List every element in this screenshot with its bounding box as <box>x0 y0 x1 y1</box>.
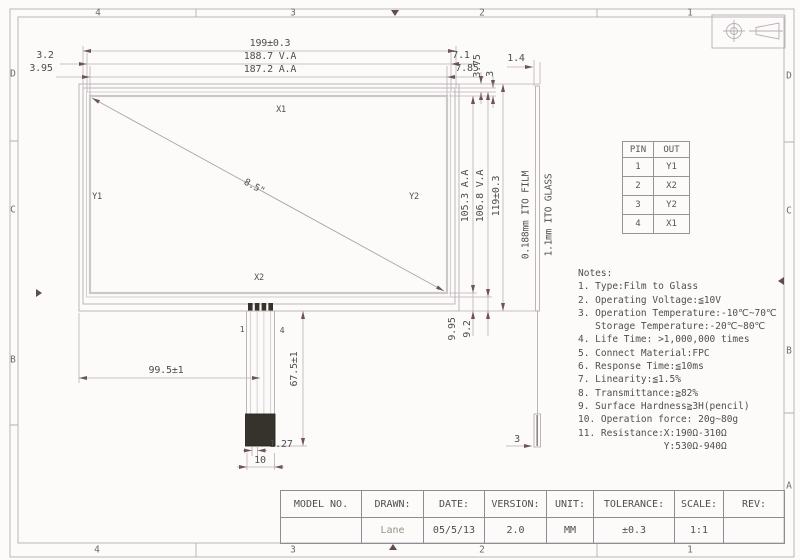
zone-label-top-3: 3 <box>290 7 296 19</box>
dim-right-margin-aa: 7.85 <box>455 63 479 74</box>
title-block-value-date: 05/5/13 <box>423 517 484 543</box>
fpc-tail <box>246 303 276 456</box>
zone-label-right-b: B <box>786 345 792 357</box>
dim-tail-length: 67.5±1 <box>289 351 300 387</box>
title-block-value-tolerance: ±0.3 <box>593 517 674 543</box>
note-line: 11. Resistance:X:190Ω-310Ω <box>578 427 727 439</box>
film-outline <box>83 88 455 304</box>
dim-right-margin-va: 7.1 <box>452 50 470 61</box>
note-line: 6. Response Time:≦10ms <box>578 361 704 373</box>
notes-title: Notes: <box>578 268 613 279</box>
zone-label-top-4: 4 <box>95 7 101 19</box>
pin-table-row: 3 Y2 <box>623 196 690 215</box>
title-block-value-model <box>281 517 361 543</box>
title-block-value-scale: 1:1 <box>674 517 723 543</box>
pin-table-header-pin: PIN <box>623 142 654 158</box>
panel-side-view <box>506 86 541 447</box>
note-line: Storage Temperature:-20℃~80℃ <box>578 321 766 333</box>
note-line: Y:530Ω-940Ω <box>578 440 727 452</box>
zone-label-bottom-1: 1 <box>687 544 693 556</box>
dim-tail-offset: 99.5±1 <box>148 365 184 376</box>
title-block-header-model: MODEL NO. <box>293 498 349 510</box>
note-line: 2. Operating Voltage:≦10V <box>578 294 721 306</box>
pin-table-row: 4 X1 <box>623 215 690 234</box>
title-block-value-rev <box>723 517 784 543</box>
title-block-header-drawn: DRAWN: <box>361 491 423 517</box>
title-block-value-drawn: Lane <box>361 517 423 543</box>
panel-front-view <box>79 84 459 311</box>
zone-label-left-b: B <box>10 354 16 366</box>
note-line: 8. Transmittance:≧82% <box>578 387 699 399</box>
dim-width-va: 188.7 V.A <box>243 51 297 62</box>
zone-label-bottom-2: 2 <box>479 544 485 556</box>
dim-left-margin-aa: 3.95 <box>29 63 53 74</box>
zone-label-right-a: A <box>786 480 792 492</box>
dim-tail-width: 10 <box>254 455 266 466</box>
dim-height-va: 106.8 V.A <box>475 169 486 223</box>
dim-height-total: 119±0.3 <box>491 175 502 217</box>
pin-number-first: 1 <box>239 325 245 334</box>
zone-label-bottom-3: 3 <box>290 544 296 556</box>
electrode-x2: X2 <box>254 272 264 283</box>
projection-symbol-icon <box>712 15 785 48</box>
title-block-value-version: 2.0 <box>484 517 546 543</box>
dim-side-connector: 3 <box>514 434 520 445</box>
center-mark-bottom <box>389 544 397 550</box>
fpc-pad <box>255 303 260 311</box>
dim-bottom-margin-aa: 9.95 <box>447 317 458 341</box>
zone-label-bottom-4: 4 <box>94 544 100 556</box>
title-block <box>280 490 785 544</box>
title-block-header-unit: UNIT: <box>546 491 593 517</box>
note-line: 7. Linearity:≦1.5% <box>578 374 681 386</box>
title-block-header-version: VERSION: <box>484 491 546 517</box>
center-mark-top <box>391 10 399 16</box>
dim-left-margin-va: 3.2 <box>36 50 54 61</box>
zone-label-top-2: 2 <box>479 7 485 19</box>
dim-height-aa: 105.3 A.A <box>460 169 471 223</box>
diagonal-line <box>92 98 444 291</box>
dim-width-aa: 187.2 A.A <box>243 64 297 75</box>
pin-table-row: 1 Y1 <box>623 158 690 177</box>
fpc-pad <box>248 303 253 311</box>
dim-film-glass-offset: 1.4 <box>507 53 525 64</box>
pin-table-row: 2 X2 <box>623 177 690 196</box>
zone-label-right-c: C <box>786 205 792 217</box>
pin-out-table <box>622 141 690 234</box>
dim-pin-pitch: 1.27 <box>269 439 293 450</box>
note-line: 1. Type:Film to Glass <box>578 281 699 293</box>
note-line: 9. Surface Hardness≧3H(pencil) <box>578 400 750 412</box>
title-block-header-scale: SCALE: <box>674 491 723 517</box>
glass-outline <box>79 84 459 311</box>
dim-width-total: 199±0.3 <box>249 38 291 49</box>
title-block-header-tolerance: TOLERANCE: <box>593 491 674 517</box>
electrode-y1: Y1 <box>92 191 102 202</box>
note-line: 10. Operation force: 20g~80g <box>578 414 739 426</box>
dim-top-margin-aa: 3 <box>485 71 496 77</box>
center-mark-left <box>36 289 42 297</box>
dim-bottom-margin-va: 9.2 <box>462 320 473 338</box>
zone-label-left-c: C <box>10 204 16 216</box>
title-block-header-date: DATE: <box>423 491 484 517</box>
pin-table-header-out: OUT <box>654 142 690 158</box>
pin-table-header-row <box>623 142 690 158</box>
label-glass-thickness: 1.1mm ITO GLASS <box>543 173 555 257</box>
electrode-y2: Y2 <box>409 191 419 202</box>
label-film-thickness: 0.188mm ITO FILM <box>520 170 532 260</box>
pin-number-last: 4 <box>279 326 285 335</box>
title-block-header-rev: REV: <box>723 491 784 517</box>
diagonal-size-label: 8.5" <box>241 176 267 197</box>
note-line: 4. Life Time: >1,000,000 times <box>578 334 750 346</box>
note-line: 5. Connect Material:FPC <box>578 347 710 359</box>
title-block-value-unit: MM <box>546 517 593 543</box>
center-mark-right <box>778 277 784 285</box>
dim-top-margin-va: 3.75 <box>472 54 483 78</box>
note-line: 3. Operation Temperature:-10℃~70℃ <box>578 307 777 319</box>
zone-label-left-d: D <box>10 68 16 80</box>
fpc-pad <box>268 303 273 311</box>
notes-section <box>578 267 777 453</box>
fpc-pad <box>262 303 267 311</box>
zone-label-right-d: D <box>786 70 792 82</box>
zone-label-top-1: 1 <box>687 7 693 19</box>
electrode-x1: X1 <box>276 104 286 115</box>
